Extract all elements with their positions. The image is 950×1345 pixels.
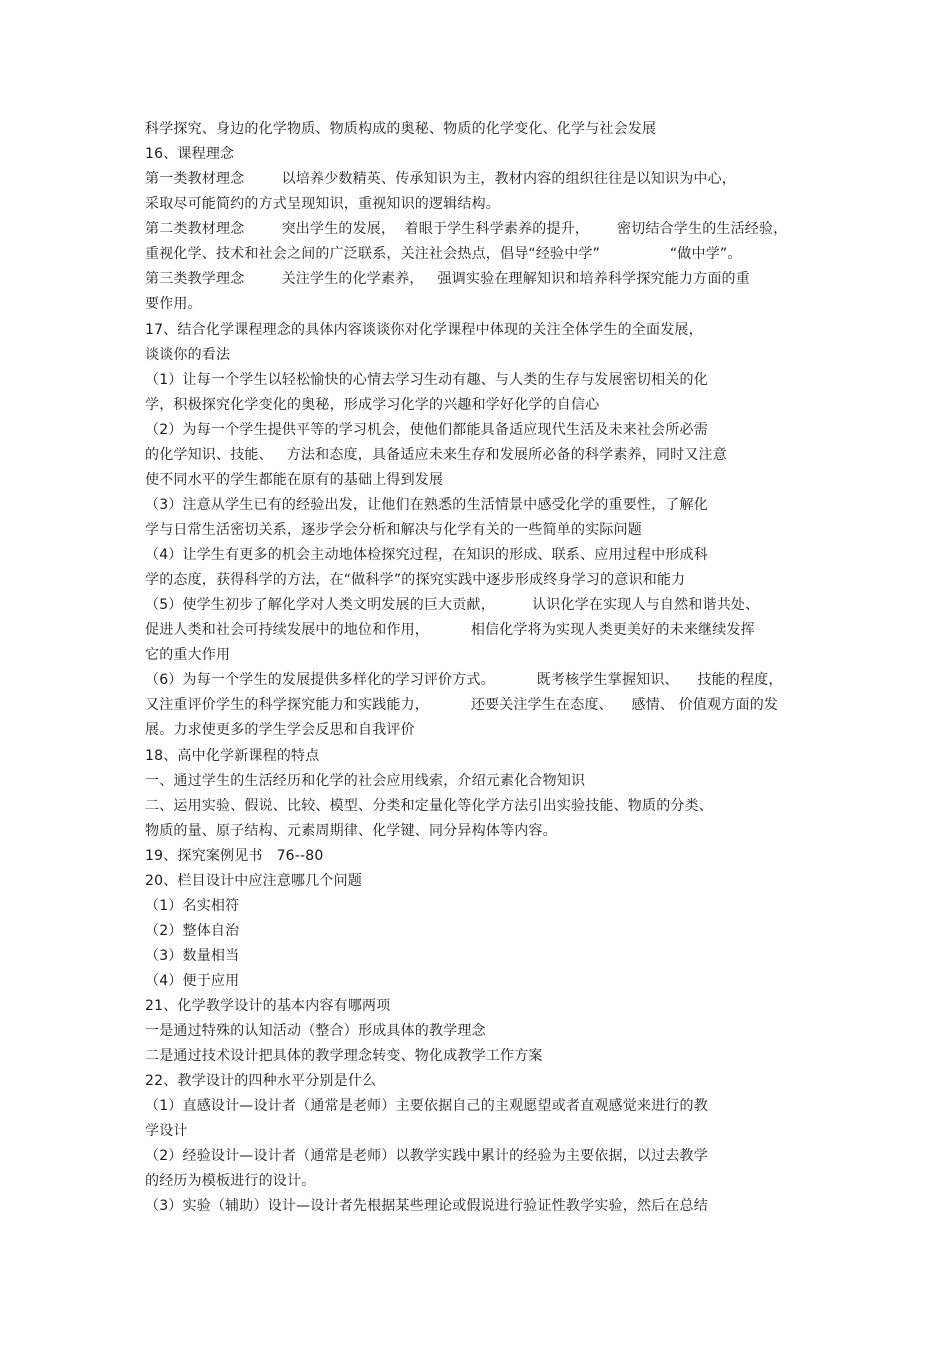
list-item: （1）名实相符 [145, 898, 240, 914]
section-heading-22: 22、教学设计的四种水平分别是什么 [145, 1073, 377, 1089]
text-line: 学，积极探究化学变化的奥秘，形成学习化学的兴趣和学好化学的自信心 [145, 397, 600, 413]
section-heading-21: 21、化学教学设计的基本内容有哪两项 [145, 998, 391, 1014]
text-line: 二是通过技术设计把具体的教学理念转变、物化成教学工作方案 [145, 1048, 543, 1064]
list-item: （3）数量相当 [145, 948, 240, 964]
text-line: 一是通过特殊的认知活动（整合）形成具体的教学理念 [145, 1023, 486, 1039]
text-line: 又注重评价学生的科学探究能力和实践能力， 还要关注学生在态度、 感情、 价值观方面的发 [145, 697, 779, 713]
text-line: 物质的量、原子结构、元素周期律、化学键、同分异构体等内容。 [145, 823, 557, 839]
text-line: 一、通过学生的生活经历和化学的社会应用线索，介绍元素化合物知识 [145, 773, 586, 789]
text-line: 的经历为模板进行的设计。 [145, 1173, 316, 1189]
text-line: （2）为每一个学生提供平等的学习机会，使他们都能具备适应现代生活及未来社会所必需 [145, 422, 708, 438]
text-line: 科学探究、身边的化学物质、物质构成的奥秘、物质的化学变化、化学与社会发展 [145, 121, 657, 137]
text-line: 展。力求使更多的学生学会反思和自我评价 [145, 722, 415, 738]
text-line: 第二类教材理念 突出学生的发展， 着眼于学生科学素养的提升， 密切结合学生的生活经验， [145, 221, 788, 237]
text-line: （5）使学生初步了解化学对人类文明发展的巨大贡献， 认识化学在实现人与自然和谐共处、 [145, 597, 760, 613]
list-item: （2）整体自治 [145, 923, 240, 939]
section-heading-17: 17、结合化学课程理念的具体内容谈谈你对化学课程中体现的关注全体学生的全面发展， [145, 322, 703, 338]
text-line: （3）实验（辅助）设计—设计者先根据某些理论或假说进行验证性教学实验，然后在总结 [145, 1198, 708, 1214]
text-line: 二、运用实验、假说、比较、模型、分类和定量化等化学方法引出实验技能、物质的分类、 [145, 798, 713, 814]
text-line: 它的重大作用 [145, 647, 231, 663]
text-line: 采取尽可能简约的方式呈现知识，重视知识的逻辑结构。 [145, 196, 500, 212]
text-line: （3）注意从学生已有的经验出发，让他们在熟悉的生活情景中感受化学的重要性，了解化 [145, 497, 708, 513]
section-heading-20: 20、栏目设计中应注意哪几个问题 [145, 873, 363, 889]
text-line: 要作用。 [145, 296, 202, 312]
list-item: （4）便于应用 [145, 973, 240, 989]
section-heading-16: 16、课程理念 [145, 146, 235, 162]
text-line: （1）直感设计—设计者（通常是老师）主要依据自己的主观愿望或者直观感觉来进行的教 [145, 1098, 708, 1114]
text-line: 学与日常生活密切关系，逐步学会分析和解决与化学有关的一些简单的实际问题 [145, 522, 642, 538]
text-line: 促进人类和社会可持续发展中的地位和作用， 相信化学将为实现人类更美好的未来继续发挥 [145, 622, 755, 638]
text-line: 学的态度，获得科学的方法，在“做科学”的探究实践中逐步形成终身学习的意识和能力 [145, 572, 686, 588]
text-line: 第一类教材理念 以培养少数精英、传承知识为主，教材内容的组织往往是以知识为中心， [145, 171, 736, 187]
text-line: 的化学知识、技能、 方法和态度，具备适应未来生存和发展所必备的科学素养，同时又注意 [145, 447, 727, 463]
text-line: （2）经验设计—设计者（通常是老师）以教学实践中累计的经验为主要依据，以过去教学 [145, 1148, 708, 1164]
section-heading-18: 18、高中化学新课程的特点 [145, 748, 320, 764]
text-line: 重视化学、技术和社会之间的广泛联系，关注社会热点，倡导“经验中学” “做中学”。 [145, 246, 742, 262]
text-line: 使不同水平的学生都能在原有的基础上得到发展 [145, 472, 444, 488]
section-heading-19: 19、探究案例见书 76--80 [145, 848, 324, 864]
text-line: 第三类教学理念 关注学生的化学素养， 强调实验在理解知识和培养科学探究能力方面的重 [145, 271, 750, 287]
text-line: （4）让学生有更多的机会主动地体检探究过程，在知识的形成、联系、应用过程中形成科 [145, 547, 708, 563]
text-line: 学设计 [145, 1123, 188, 1139]
text-line: （1）让每一个学生以轻松愉快的心情去学习生动有趣、与人类的生存与发展密切相关的化 [145, 372, 708, 388]
text-line: 谈谈你的看法 [145, 347, 231, 363]
text-line: （6）为每一个学生的发展提供多样化的学习评价方式。 既考核学生掌握知识、 技能的程度， [145, 672, 783, 688]
